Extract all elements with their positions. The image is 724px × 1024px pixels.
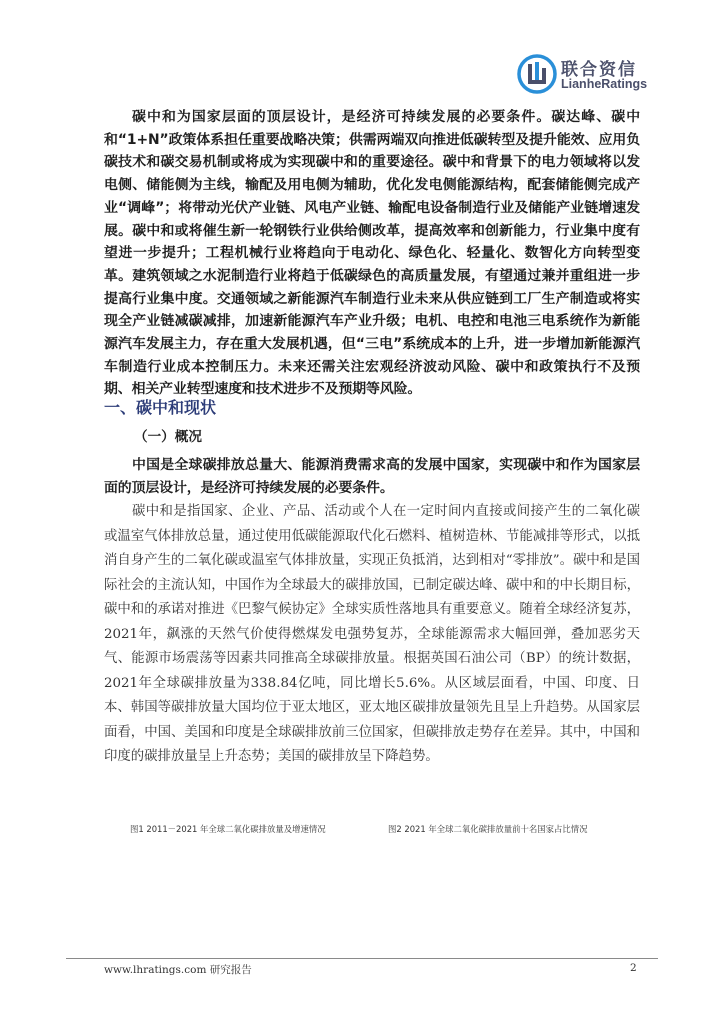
lead-paragraph: 中国是全球碳排放总量大、能源消费需求高的发展中国家，实现碳中和作为国家层面的顶层设计，是经济可持续发展的必要条件。: [104, 457, 640, 496]
summary-paragraph: 碳中和为国家层面的顶层设计，是经济可持续发展的必要条件。碳达峰、碳中和“1+N”政策体系担任重要战略决策；供需两端双向推进低碳转型及提升能效、应用负碳技术和碳交易机制或将成为实现碳中和的重要途径。碳中和背景下的电力领域将以发电侧、储能侧为主线，输配及用电侧为辅助，优化发电侧能源结构，配套储能侧完成产业“调峰”；将带动光伏产业链、风电产业链、输配电设备制造行业及储能产业链增速发展。碳中和或将催生新一轮钢铁行业供给侧改革，提高效率和创新能力，行业集中度有望进一步提升；工程机械行业将趋向于电动化、绿色化、轻量化、数智化方向转型变革。建筑领域之水泥制造行业将趋于低碳绿色的高质量发展，有望通过兼并重组进一步提高行业集中度。交通领域之新能源汽车制造行业未来从供应链到工厂生产制造或将实现全产业链减碳减排，加速新能源汽车产业升级；电机、电控和电池三电系统作为新能源汽车发展主力，存在重大发展机遇，但“三电”系统成本的上升，进一步增加新能源汽车制造行业成本控制压力。未来还需关注宏观经济波动风险、碳中和政策执行不及预期、相关产业转型速度和技术进步不及预期等风险。: [104, 109, 640, 398]
figure-1-caption: 图1 2011－2021 年全球二氧化碳排放量及增速情况: [130, 824, 326, 834]
logo-cn-text: 联合资信: [561, 60, 637, 80]
footer-site: www.lhratings.com 研究报告: [104, 964, 252, 976]
brand-logo: [517, 54, 677, 94]
section-heading: 一、碳中和现状: [104, 398, 217, 417]
page-number: 2: [630, 962, 637, 974]
subsection-heading: （一）概况: [134, 429, 202, 445]
footer-divider: [66, 958, 658, 959]
figure-2-caption: 图2 2021 年全球二氧化碳排放量前十名国家占比情况: [388, 824, 588, 834]
logo-en-text: LianheRatings: [561, 77, 648, 91]
lianhe-logo-icon: [517, 54, 557, 94]
body-paragraph: 碳中和是指国家、企业、产品、活动或个人在一定时间内直接或间接产生的二氧化碳或温室气体排放总量，通过使用低碳能源取代化石燃料、植树造林、节能减排等形式，以抵消自身产生的二氧化碳或温室气体排放量，实现正负抵消，达到相对“零排放”。碳中和是国际社会的主流认知，中国作为全球最大的碳排放国，已制定碳达峰、碳中和的中长期目标，碳中和的承诺对推进《巴黎气候协定》全球实质性落地具有重要意义。随着全球经济复苏，2021年，飙涨的天然气价使得燃煤发电强势复苏，全球能源需求大幅回弹，叠加恶劣天气、能源市场震荡等因素共同推高全球碳排放量。根据英国石油公司（BP）的统计数据，2021年全球碳排放量为338.84亿吨，同比增长5.6%。从区域层面看，中国、印度、日本、韩国等碳排放量大国均位于亚太地区，亚太地区碳排放量领先且呈上升趋势。从国家层面看，中国、美国和印度是全球碳排放前三位国家，但碳排放走势存在差异。其中，中国和印度的碳排放量呈上升态势；美国的碳排放呈下降趋势。: [104, 504, 640, 764]
